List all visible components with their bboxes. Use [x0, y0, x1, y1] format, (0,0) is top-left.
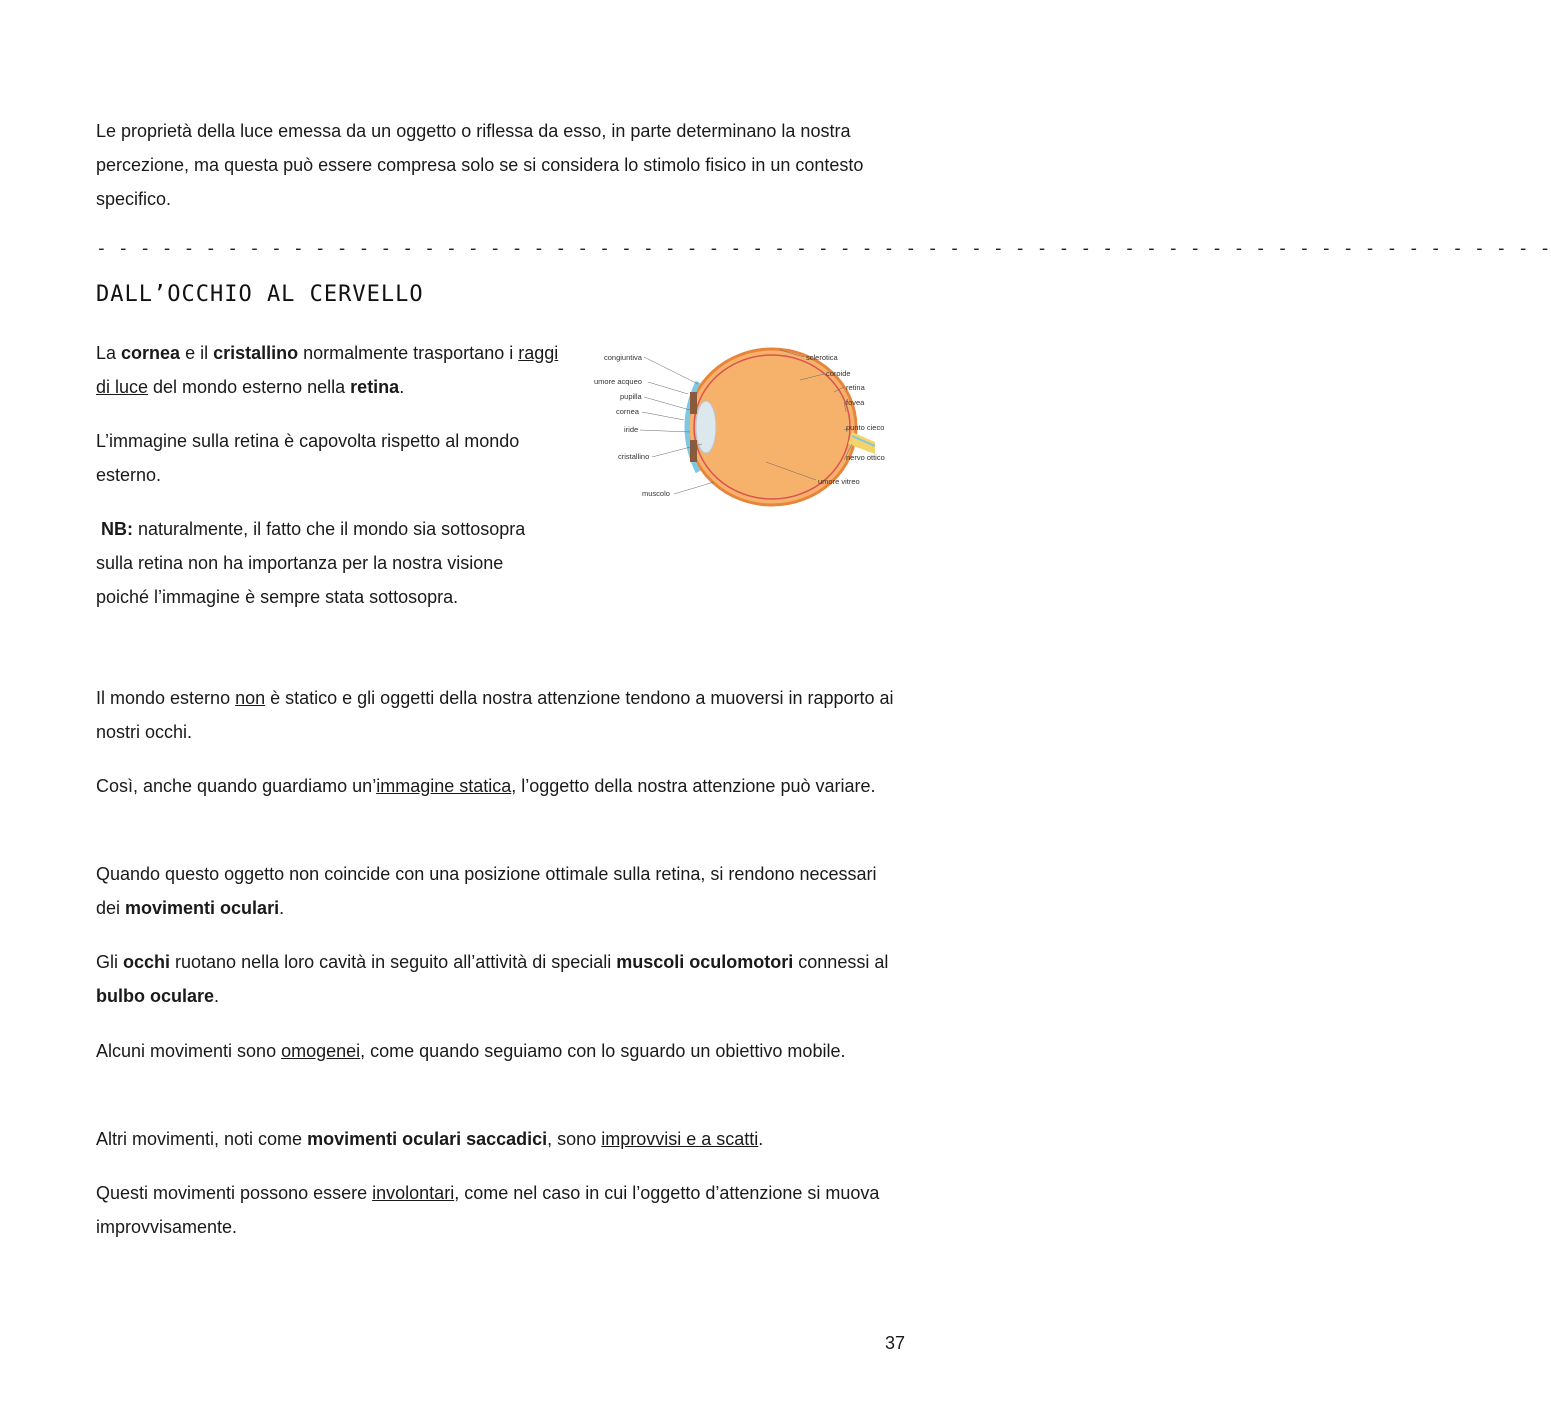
paragraph-omogenei: Alcuni movimenti sono omogenei, come quando seguiamo con lo sguardo un obiettivo mobile. [96, 1041, 846, 1061]
term-cristallino: cristallino [213, 343, 299, 363]
section-title: DALL’OCCHIO AL CERVELLO [96, 282, 424, 307]
nb-label: NB: [101, 519, 134, 539]
paragraph-immagine-statica: Così, anche quando guardiamo un’immagine statica, l’oggetto della nostra attenzione può variare. [96, 776, 876, 796]
term-retina: retina [350, 377, 400, 397]
label-umore-vitreo: umore vitreo [818, 477, 860, 486]
label-umore-acqueo: umore acqueo [594, 377, 642, 386]
intro-paragraph [96, 114, 904, 216]
label-punto-cieco: punto cieco [846, 423, 885, 432]
term-bulbo-oculare: bulbo oculare [96, 986, 215, 1006]
intro-text: Le proprietà della luce emessa da un oggetto o riflessa da esso, in parte determinano la nostra percezione, ma questa può essere compresa solo se si considera lo stimolo fisico in un contesto specifico. [96, 121, 864, 209]
term-involontari: involontari [372, 1183, 455, 1203]
paragraph-occhi: Gli occhi ruotano nella loro cavità in seguito all’attività di speciali muscoli oculomotori connessi al bulbo oculare. [96, 952, 889, 1006]
label-sclerotica: sclerotica [806, 353, 838, 362]
term-raggi-di-luce: raggi di luce [96, 343, 559, 397]
term-non: non [235, 688, 266, 708]
paragraph-saccadici: Altri movimenti, noti come movimenti oculari saccadici, sono improvvisi e a scatti. [96, 1129, 764, 1149]
paragraph-capovolta: L’immagine sulla retina è capovolta rispetto al mondo esterno. [96, 431, 520, 485]
term-omogenei: omogenei [281, 1041, 361, 1061]
label-fovea: fovea [846, 398, 865, 407]
term-occhi: occhi [123, 952, 171, 972]
paragraph-involontari: Questi movimenti possono essere involontari, come nel caso in cui l’oggetto d’attenzione si muova improvvisamente. [96, 1183, 880, 1237]
page-number: 37 [884, 1333, 905, 1353]
term-movimenti-oculari: movimenti oculari [125, 898, 280, 918]
label-cornea: cornea [616, 407, 639, 416]
label-cristallino: cristallino [618, 452, 650, 461]
label-muscolo: muscolo [642, 489, 670, 498]
label-coroide: coroide [826, 369, 851, 378]
label-retina: retina [846, 383, 865, 392]
term-improvvisi: improvvisi e a scatti [601, 1129, 759, 1149]
term-immagine-statica: immagine statica [376, 776, 512, 796]
term-cornea: cornea [121, 343, 181, 363]
label-pupilla: pupilla [620, 392, 642, 401]
paragraph-mondo-esterno: Il mondo esterno non è statico e gli oggetti della nostra attenzione tendono a muoversi in rapporto ai nostri occhi. [96, 688, 894, 742]
iris-bottom [690, 440, 697, 462]
label-congiuntiva: congiuntiva [604, 353, 642, 362]
term-muscoli-oculomotori: muscoli oculomotori [616, 952, 794, 972]
label-iride: iride [624, 425, 639, 434]
paragraph-nb: NB: naturalmente, il fatto che il mondo sia sottosopra sulla retina non ha importanza per la nostra visione poiché l’immagine è sempre stata sottosopra. [96, 519, 526, 607]
iris-top [690, 392, 697, 414]
paragraph-posizione-ottimale: Quando questo oggetto non coincide con una posizione ottimale sulla retina, si rendono necessari dei movimenti oculari. [96, 864, 877, 918]
eye-diagram-svg [590, 332, 885, 522]
label-nervo-ottico: nervo ottico [846, 453, 885, 462]
term-movimenti-saccadici: movimenti oculari saccadici [307, 1129, 548, 1149]
paragraph-cornea: La cornea e il cristallino normalmente trasportano i raggi di luce del mondo esterno nella retina. [96, 343, 559, 397]
dashed-separator: - - - - - - - - - - - - - - - - - - - - - - - - - - - - - - - - - - - - - - - - - - - - - - - - - - - - - - - - - - - - - - - - - - - [96, 238, 1551, 259]
lens-shape [696, 401, 716, 453]
eye-diagram [590, 332, 885, 522]
